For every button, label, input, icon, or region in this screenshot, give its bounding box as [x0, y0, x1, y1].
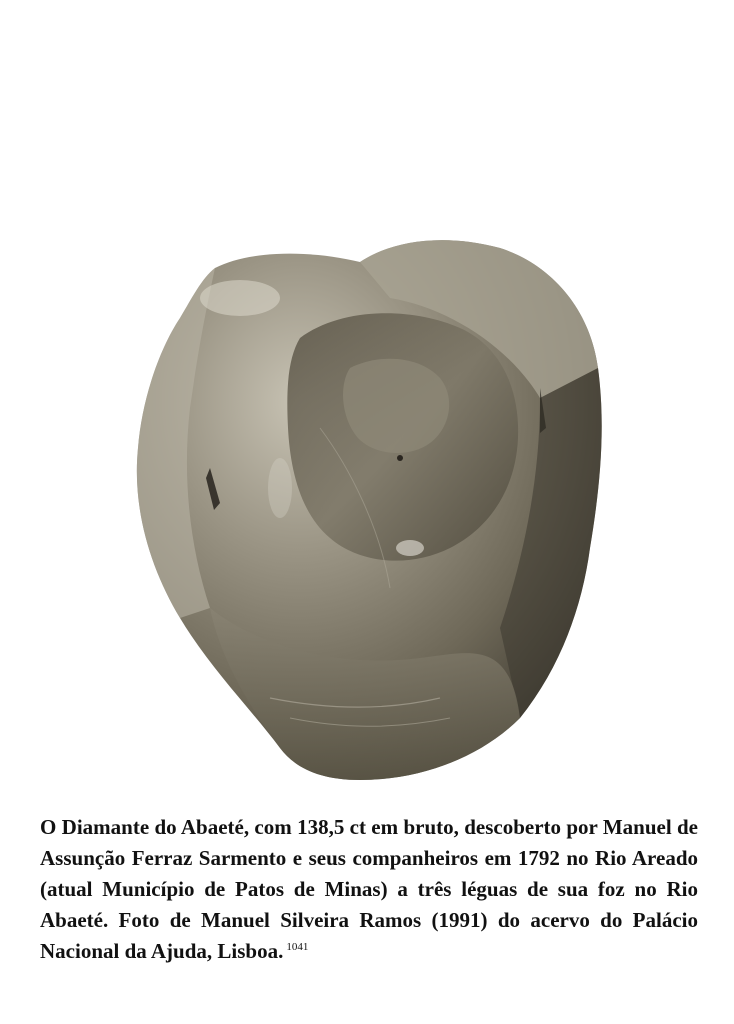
caption-text: O Diamante do Abaeté, com 138,5 ct em bruto, descoberto por Manuel de Assunção Ferraz Sarmento e seus companheiros em 1792 no Rio Areado (atual Município de Patos de Minas) a três léguas de sua foz no Rio Abaeté. Foto de Manuel Silveira Ramos (1991) do acervo do Palácio Nacional da Ajuda, Lisboa	[40, 815, 698, 963]
footnote-reference[interactable]: 1041	[286, 941, 309, 953]
diamond-photo	[120, 228, 610, 788]
photo-caption	[40, 812, 698, 967]
caption-period: .	[278, 939, 284, 963]
rough-diamond-photo	[120, 228, 610, 788]
